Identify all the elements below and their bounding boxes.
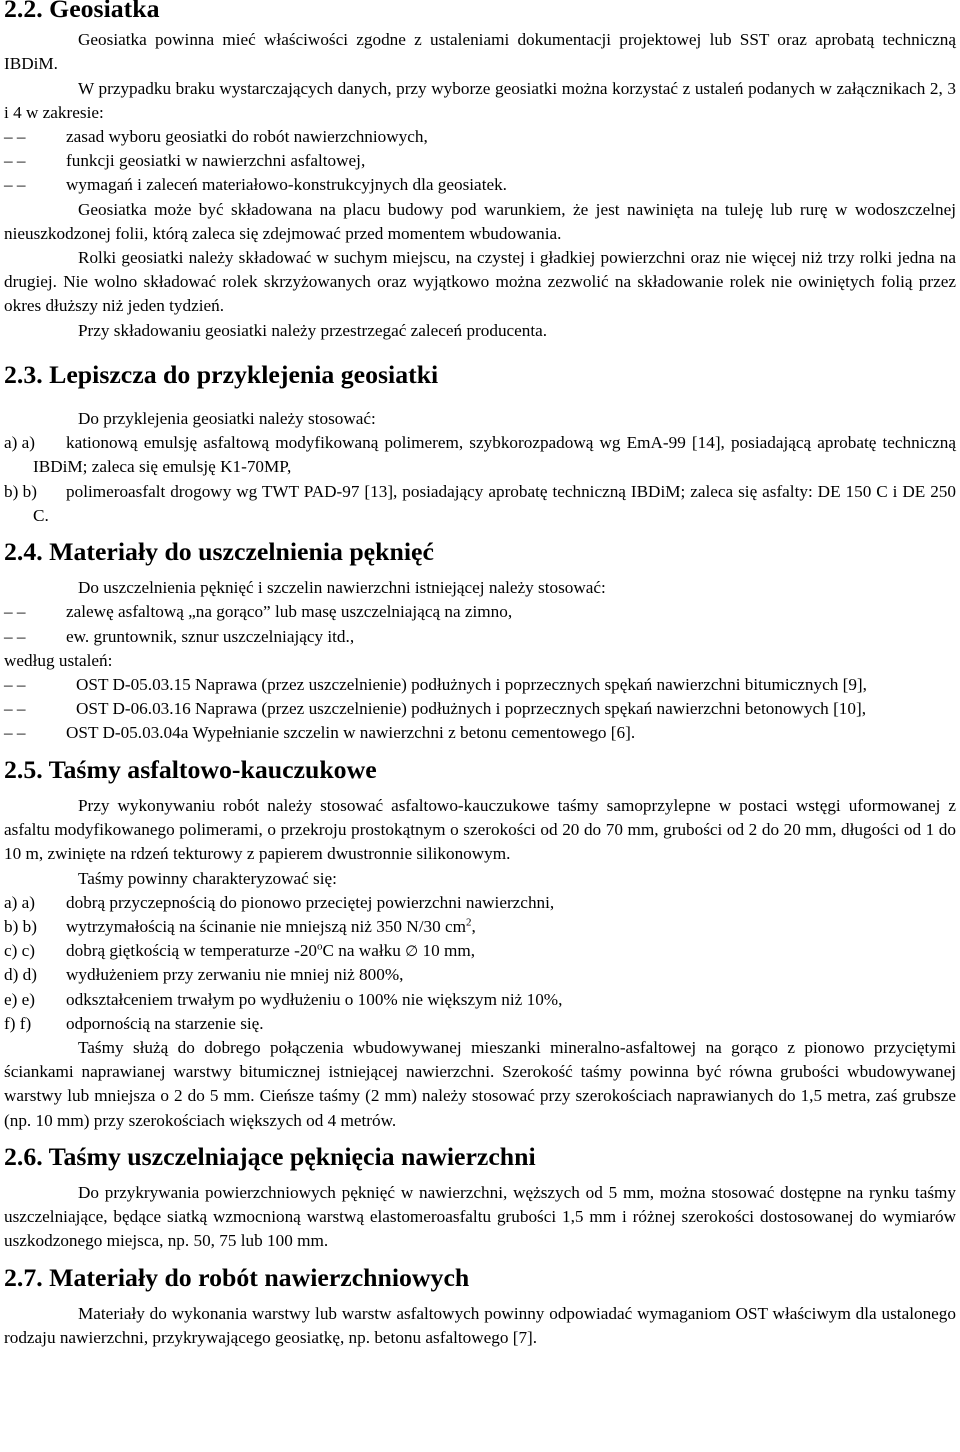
diameter-icon: ∅ xyxy=(405,942,419,961)
s24-ost-item: – – OST D-06.03.16 Naprawa (przez uszczelnienie) podłużnych i poprzecznych spękań nawierzchni betonowych [10], xyxy=(4,697,956,721)
section-2-3-heading: 2.3. Lepiszcza do przyklejenia geosiatki xyxy=(4,359,439,389)
section-2-5-heading: 2.5. Taśmy asfaltowo-kauczukowe xyxy=(4,754,377,784)
dash-marker: – – xyxy=(4,175,26,195)
s24-ost-item: – – OST D-05.03.04a Wypełnianie szczelin w nawierzchni z betonu cementowego [6]. xyxy=(4,721,956,745)
s22-paragraph-3: Geosiatka może być składowana na placu budowy pod warunkiem, że jest nawinięta na tuleję lub rurę w wodoszczelnej nieuszkodzonej folii, którą zaleca się zdejmować przed momentem wbudowania. xyxy=(4,199,956,243)
section-2-7-heading: 2.7. Materiały do robót nawierzchniowych xyxy=(4,1262,470,1292)
s22-paragraph-1: Geosiatka powinna mieć właściwości zgodne z ustaleniami dokumentacji projektowej lub SST oraz aprobatą techniczną IBDiM. xyxy=(4,30,956,74)
dash-marker: – – xyxy=(4,699,26,719)
s22-list-item: – – funkcji geosiatki w nawierzchni asfaltowej, xyxy=(4,149,956,173)
s23-intro: Do przyklejenia geosiatki należy stosować: xyxy=(78,409,376,429)
s24-according-to: według ustaleń: xyxy=(4,650,113,670)
s25-paragraph-1: Przy wykonywaniu robót należy stosować asfaltowo-kauczukowe taśmy samoprzylepne w postaci wstęgi uformowanej z asfaltu modyfikowanego polimerami, o przekroju prostokątnym o szerokości od 20 do 70 mm, grubości od 2 do 20 mm, długości od 1 do 10 m, zwinięte na rdzeń tekturowy z papierem dwustronnie silikonowym. xyxy=(4,795,956,864)
s22-paragraph-2: W przypadku braku wystarczających danych, przy wyborze geosiatki można korzystać z ustaleń podanych w załącznikach 2, 3 i 4 w zakresie: xyxy=(4,78,956,122)
dash-marker: – – xyxy=(4,626,26,646)
dash-marker: – – xyxy=(4,151,26,171)
dash-marker: – – xyxy=(4,675,26,695)
s22-paragraph-5: Przy składowaniu geosiatki należy przestrzegać zaleceń producenta. xyxy=(78,320,548,340)
s24-ost-item: – – OST D-05.03.15 Naprawa (przez uszczelnienie) podłużnych i poprzecznych spękań nawierzchni bitumicznych [9], xyxy=(4,673,956,697)
section-2-2-heading: 2.2. Geosiatka xyxy=(4,0,160,23)
s25-paragraph-2: Taśmy powinny charakteryzować się: xyxy=(78,868,337,888)
s24-list-item: – – zalewę asfaltową „na gorąco” lub masę uszczelniającą na zimno, xyxy=(4,600,956,624)
s25-item-b: b) b) wytrzymałością na ścinanie nie mniejszą niż 350 N/30 $cm^2$, xyxy=(4,916,476,936)
s25-item-c: c) c) dobrą giętkością w temperaturze -20$^o$C na wałku ∅ 10 mm, xyxy=(4,940,476,961)
s25-paragraph-3: Taśmy służą do dobrego połączenia wbudowywanej mieszanki mineralno-asfaltowej na gorąco z pionowo przyciętymi ściankami naprawianej warstwy bitumicznej istniejącej nawierzchni. Szerokość taśmy powinna być równa grubości wbudowywanej warstwy lub mniejsza o 2 do 5 mm. Cieńsze taśmy (2 mm) należy stosować przy szerokościach naprawianych do 1,5 metra, zaś grubsze (np. 10 mm) przy szerokościach większych od 4 metrów. xyxy=(4,1037,956,1130)
dash-marker: – – xyxy=(4,602,26,622)
dash-marker: – – xyxy=(4,127,26,147)
section-2-6-heading: 2.6. Taśmy uszczelniające pęknięcia nawierzchni xyxy=(4,1141,536,1171)
s23-item-a: a) a) kationową emulsję asfaltową modyfikowaną polimerem, szybkorozpadową wg EmA-99 [14], posiadającą aprobatę techniczną IBDiM; zaleca się emulsję K1-70MP, xyxy=(4,433,956,477)
s22-list-item: – – wymagań i zaleceń materiałowo-konstrukcyjnych dla geosiatek. xyxy=(4,173,956,197)
s24-list-item: – – ew. gruntownik, sznur uszczelniający itd., xyxy=(4,625,956,649)
s22-paragraph-4: Rolki geosiatki należy składować w suchym miejscu, na czystej i gładkiej powierzchni oraz nie więcej niż trzy rolki jedna na drugiej. Nie wolno składować rolek skrzyżowanych oraz wyjątkowo można zezwolić na składowanie rolek nie owiniętych folią przez okres dłuższy niż jeden tydzień. xyxy=(4,248,956,316)
s25-item-e: e) e) odkształceniem trwałym po wydłużeniu o 100% nie większym niż 10%, xyxy=(4,989,563,1009)
s24-intro: Do uszczelnienia pęknięć i szczelin nawierzchni istniejącej należy stosować: xyxy=(78,578,606,598)
s25-item-f: f) f) odpornością na starzenie się. xyxy=(4,1013,264,1033)
s22-list-item: – – zasad wyboru geosiatki do robót nawierzchniowych, xyxy=(4,125,956,149)
dash-marker: – – xyxy=(4,723,26,743)
s25-item-a: a) a) dobrą przyczepnością do pionowo przeciętej powierzchni nawierzchni, xyxy=(4,892,555,912)
s25-item-d: d) d) wydłużeniem przy zerwaniu nie mniej niż 800%, xyxy=(4,965,404,985)
s27-paragraph-1: Materiały do wykonania warstwy lub warstw asfaltowych powinny odpowiadać wymaganiom OST właściwym dla ustalonego rodzaju nawierzchni, przykrywającego geosiatkę, np. betonu asfaltowego [7]. xyxy=(4,1303,956,1347)
section-2-4-heading: 2.4. Materiały do uszczelnienia pęknięć xyxy=(4,537,434,567)
document-page xyxy=(4,0,956,1350)
s26-paragraph-1: Do przykrywania powierzchniowych pęknięć w nawierzchni, węższych od 5 mm, można stosować dostępne na rynku taśmy uszczelniające, będące siatką wzmocnioną warstwą elastomeroasfaltu grubości 1,5 mm i różnej szerokości dostosowanej do wymiarów uszkodzonego miejsca, np. 50, 75 lub 100 mm. xyxy=(4,1182,956,1251)
s23-item-b: b) b) polimeroasfalt drogowy wg TWT PAD-97 [13], posiadający aprobatę techniczną IBDiM; zaleca się asfalty: DE 150 C i DE 250 C. xyxy=(4,481,956,525)
